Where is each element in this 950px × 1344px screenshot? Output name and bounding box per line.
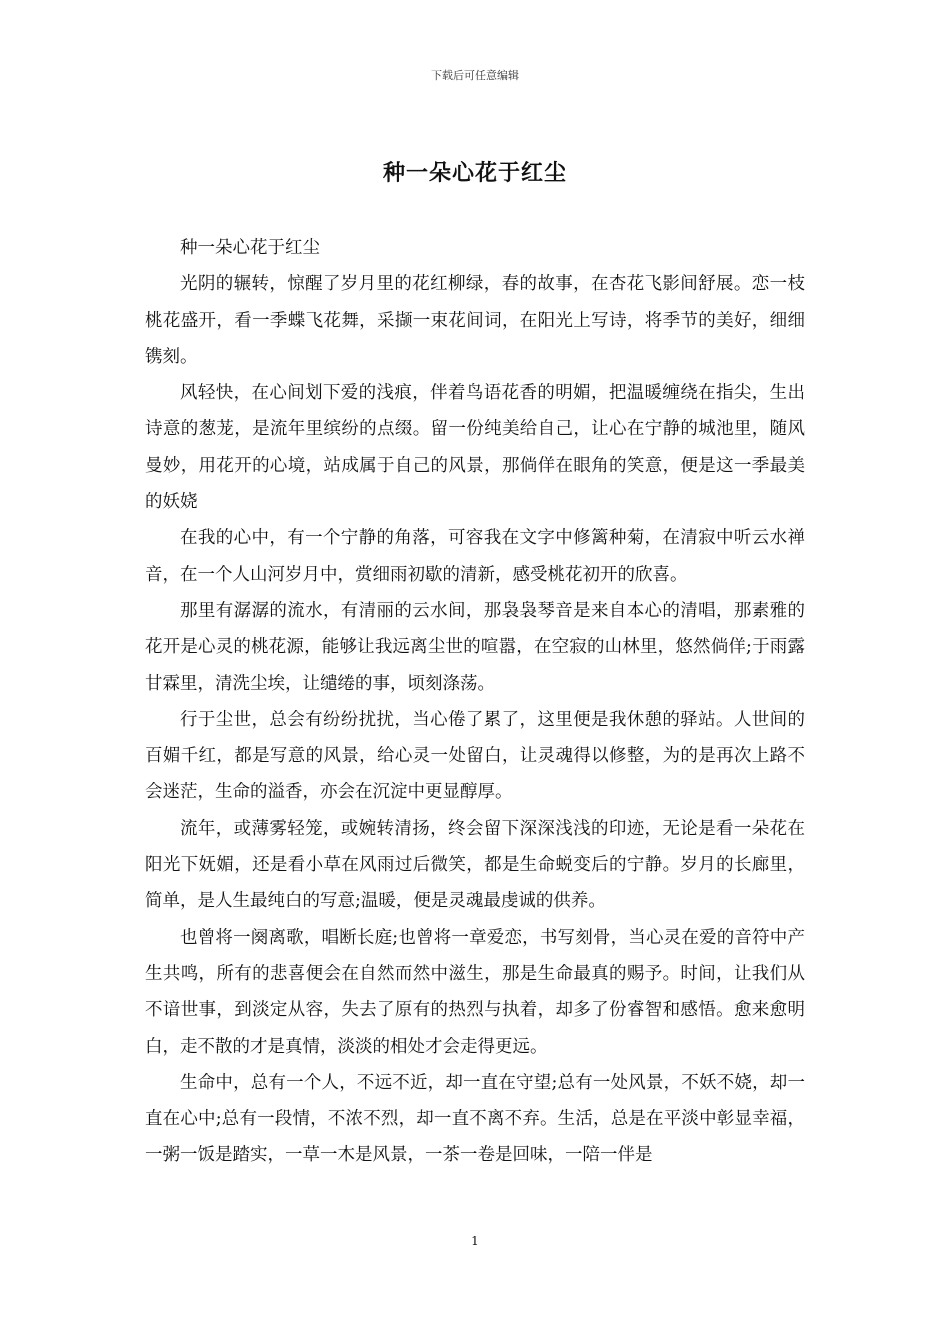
document-title: 种一朵心花于红尘 xyxy=(382,160,567,186)
paragraph: 种一朵心花于红尘 xyxy=(180,238,320,258)
paragraph: 风轻快，在心间划下爱的浅痕，伴着鸟语花香的明媚，把温暖缠绕在指尖，生出诗意的葱茏，是流年里缤纷的点缀。留一份纯美给自己，让心在宁静的城池里，随风曼妙，用花开的心境，站成属于自己的风景，那倘佯在眼角的笑意，便是这一季最美的妖娆 xyxy=(145,383,805,513)
page-header-note: 下载后可任意编辑 xyxy=(431,69,519,82)
paragraph: 行于尘世，总会有纷纷扰扰，当心倦了累了，这里便是我休憩的驿站。人世间的百媚千红，都是写意的风景，给心灵一处留白，让灵魂得以修整，为的是再次上路不会迷茫，生命的溢香，亦会在沉淀中更显醇厚。 xyxy=(145,709,805,803)
paragraph: 在我的心中，有一个宁静的角落，可容我在文字中修篱种菊，在清寂中听云水禅音，在一个人山河岁月中，赏细雨初歇的清新，感受桃花初开的欣喜。 xyxy=(145,528,805,585)
document-body xyxy=(145,230,805,1174)
page-number: 1 xyxy=(471,1234,479,1248)
paragraph: 那里有潺潺的流水，有清丽的云水间，那袅袅琴音是来自本心的清唱，那素雅的花开是心灵的桃花源，能够让我远离尘世的喧嚣，在空寂的山林里，悠然倘佯;于雨露甘霖里，清洗尘埃，让缱绻的事，顷刻涤荡。 xyxy=(145,600,805,694)
paragraph: 生命中，总有一个人，不远不近，却一直在守望;总有一处风景，不妖不娆，却一直在心中;总有一段情，不浓不烈，却一直不离不弃。生活，总是在平淡中彰显幸福，一粥一饭是踏实，一草一木是风景，一茶一卷是回味，一陪一伴是 xyxy=(145,1072,805,1166)
paragraph: 光阴的辗转，惊醒了岁月里的花红柳绿，春的故事，在杏花飞影间舒展。恋一枝桃花盛开，看一季蝶飞花舞，采撷一束花间词，在阳光上写诗，将季节的美好，细细镌刻。 xyxy=(145,274,805,367)
paragraph: 流年，或薄雾轻笼，或婉转清扬，终会留下深深浅浅的印迹，无论是看一朵花在阳光下妩媚，还是看小草在风雨过后微笑，都是生命蜕变后的宁静。岁月的长廊里，简单，是人生最纯白的写意;温暖，便是灵魂最虔诚的供养。 xyxy=(145,818,805,912)
paragraph: 也曾将一阕离歌，唱断长庭;也曾将一章爱恋，书写刻骨，当心灵在爱的音符中产生共鸣，所有的悲喜便会在自然而然中滋生，那是生命最真的赐予。时间，让我们从不谙世事，到淡定从容，失去了原有的热烈与执着，却多了份睿智和感悟。愈来愈明白，走不散的才是真情，淡淡的相处才会走得更远。 xyxy=(145,927,805,1057)
